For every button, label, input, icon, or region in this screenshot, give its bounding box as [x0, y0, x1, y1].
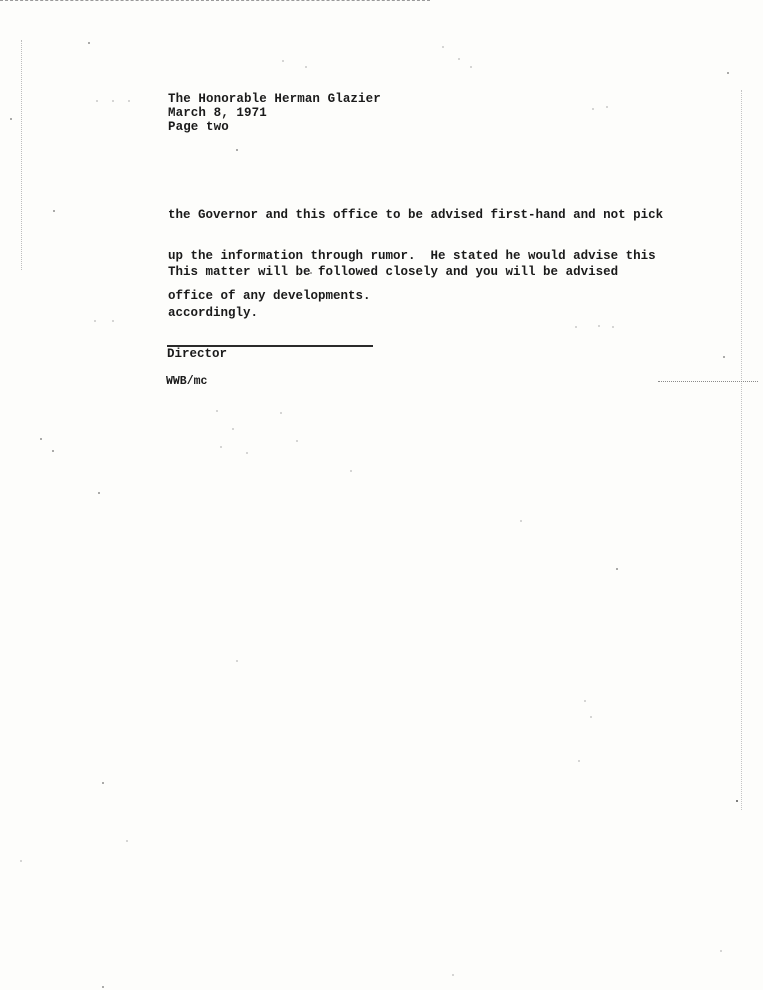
body-line: the Governor and this office to be advised first-hand and not pick: [168, 208, 664, 222]
body-line: up the information through rumor. He stated he would advise this: [168, 248, 656, 263]
right-margin-marks: [741, 90, 742, 810]
right-edge-dashes: [658, 381, 758, 382]
letter-header: [168, 92, 381, 134]
body-line: office of any developments.: [168, 289, 371, 303]
body-paragraph-2: [168, 239, 618, 347]
left-margin-marks: [21, 40, 22, 270]
body-line: accordingly.: [168, 305, 259, 320]
addressee: The Honorable Herman Glazier: [168, 92, 381, 106]
body-line: This matter will be followed closely and you will be advised: [168, 265, 619, 279]
reference-initials: WWB/mc: [166, 375, 208, 388]
page-number: Page two: [168, 120, 229, 134]
top-edge-dashes: [0, 0, 430, 1]
signer-title: Director: [167, 347, 228, 361]
letter-date: March 8, 1971: [168, 106, 267, 120]
